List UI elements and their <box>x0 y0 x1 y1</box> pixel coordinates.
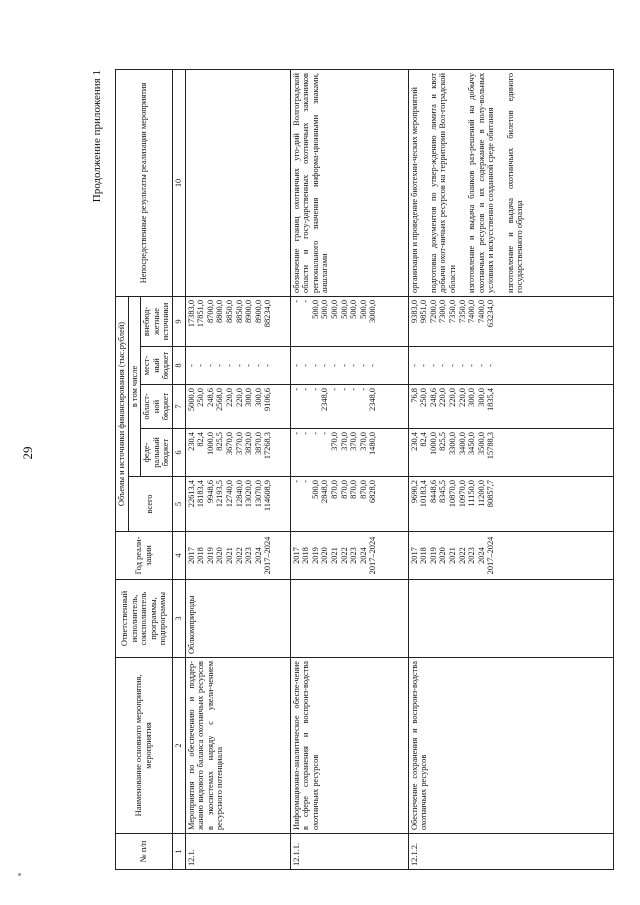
table-row <box>185 69 290 869</box>
extrabudget-values: - - 500,0 500,0 500,0 500,0 500,0 500,0 3000,0 <box>290 296 408 346</box>
table-row <box>290 69 408 869</box>
table-row <box>408 69 613 869</box>
years: 2017 2018 2019 2020 2021 2022 2023 2024 2017–2024 <box>408 532 613 580</box>
col-number: 9 <box>172 296 185 346</box>
local-values: - - - - - - - - - <box>185 347 290 385</box>
total-values: - - 500,0 2848,0 870,0 870,0 870,0 870,0 6828,0 <box>290 477 408 532</box>
rotated-page-content <box>85 70 605 870</box>
header-regional: област-ной бюджет <box>141 385 173 429</box>
federal-values: - - - - 370,0 370,0 370,0 370,0 1480,0 <box>290 429 408 477</box>
col-number: 5 <box>172 477 185 532</box>
program-table <box>115 69 614 870</box>
header-name: Наименование основного мероприятия, мероприятия <box>116 658 173 834</box>
results: обозначение границ охотничьих уго-дий Волгоградской области и госу-дарственных охотничьих заказников регионального значения информа-ционными знаками, аншлагами <box>290 69 408 296</box>
page-number: 29 <box>20 446 35 460</box>
header-total: всего <box>128 477 172 532</box>
local-values: - - - - - - - - - <box>290 347 408 385</box>
col-number: 10 <box>172 69 185 296</box>
total-values: 9690,2 10183,4 8448,6 8345,5 10870,0 10970,0 11150,0 11200,0 80857,7 <box>408 477 613 532</box>
results <box>185 69 290 296</box>
column-number-row <box>172 69 185 869</box>
header-year: Год реали-зации <box>116 532 173 580</box>
header-results: Непосредственные результаты реализации мероприятия <box>116 69 173 296</box>
row-number: 12.1.1. <box>290 834 408 870</box>
results: организация и проведение биотехни-ческих мероприятий подготовка документов по утвер-ждению лимита и квот добычи охот-ничьих ресурсов на территории Вол-гоградской области изготовление и выдача бланков раз-решений на добычу охотничьих ресурсов и их содержание в полу-вольных условиях и искусственно созданной среде обитания изготовление и выдача охотничьих билетов единого государственного образца <box>408 69 613 296</box>
col-number: 8 <box>172 347 185 385</box>
header-funding: Объемы и источники финансирования (тыс.рублей) <box>116 296 129 531</box>
row-number: 12.1. <box>185 834 290 870</box>
col-number: 3 <box>172 580 185 658</box>
header-num: № п/п <box>116 834 173 870</box>
executor <box>408 580 613 658</box>
extrabudget-values: 17383,0 17851,0 8700,0 8800,0 8850,0 8850,0 8900,0 8900,0 88234,0 <box>185 296 290 346</box>
total-values: 22613,4 18183,4 9948,6 12193,5 12740,0 12840,0 13020,0 13070,0 114608,9 <box>185 477 290 532</box>
years: 2017 2018 2019 2020 2021 2022 2023 2024 2017–2024 <box>290 532 408 580</box>
federal-values: 230,4 82,4 1000,0 825,5 3670,0 3770,0 3820,0 3870,0 17268,3 <box>185 429 290 477</box>
extrabudget-values: 9383,0 9851,0 7200,0 7300,0 7350,0 7350,0 7400,0 7400,0 63234,0 <box>408 296 613 346</box>
appendix-caption: Продолжение приложения 1 <box>91 70 103 203</box>
col-number: 6 <box>172 429 185 477</box>
header-federal: феде-ральный бюджет <box>141 429 173 477</box>
regional-values: 76,8 250,0 248,6 220,0 220,0 220,0 300,0 300,0 1835,4 <box>408 385 613 429</box>
row-number: 12.1.2. <box>408 834 613 870</box>
header-row-1 <box>116 69 129 869</box>
header-executor: Ответственный исполнитель, соисполнитель программы, подпрограммы <box>116 580 173 658</box>
local-values: - - - - - - - - - <box>408 347 613 385</box>
scan-dot <box>18 873 21 876</box>
header-extrabudget: внебюд-жетные источники <box>141 296 173 346</box>
federal-values: 230,4 82,4 1000,0 825,5 3300,0 3400,0 3450,0 3500,0 15788,3 <box>408 429 613 477</box>
activity-name: Обеспечение сохранения и воспроиз-водства охотничьих ресурсов <box>408 658 613 834</box>
executor: Облкомприроды <box>185 580 290 658</box>
header-in-that: в том числе <box>128 296 141 476</box>
activity-name: Информационно-аналитическое обеспе-чение в сфере сохранения и воспроиз-водства охотничьих ресурсов <box>290 658 408 834</box>
regional-values: - - - 2348,0 - - - - 2348,0 <box>290 385 408 429</box>
header-local: мест-ный бюджет <box>141 347 173 385</box>
activity-name: Мероприятия по обеспечению и поддер-жанию видового баланса охотничьих ресурсов в экосистемах наряду с увели-чением ресурсного потенциала <box>185 658 290 834</box>
years: 2017 2018 2019 2020 2021 2022 2023 2024 2017–2024 <box>185 532 290 580</box>
executor <box>290 580 408 658</box>
col-number: 7 <box>172 385 185 429</box>
col-number: 1 <box>172 834 185 870</box>
regional-values: 5000,0 250,0 248,6 2568,0 220,0 220,0 300,0 300,0 9106,6 <box>185 385 290 429</box>
col-number: 2 <box>172 658 185 834</box>
col-number: 4 <box>172 532 185 580</box>
